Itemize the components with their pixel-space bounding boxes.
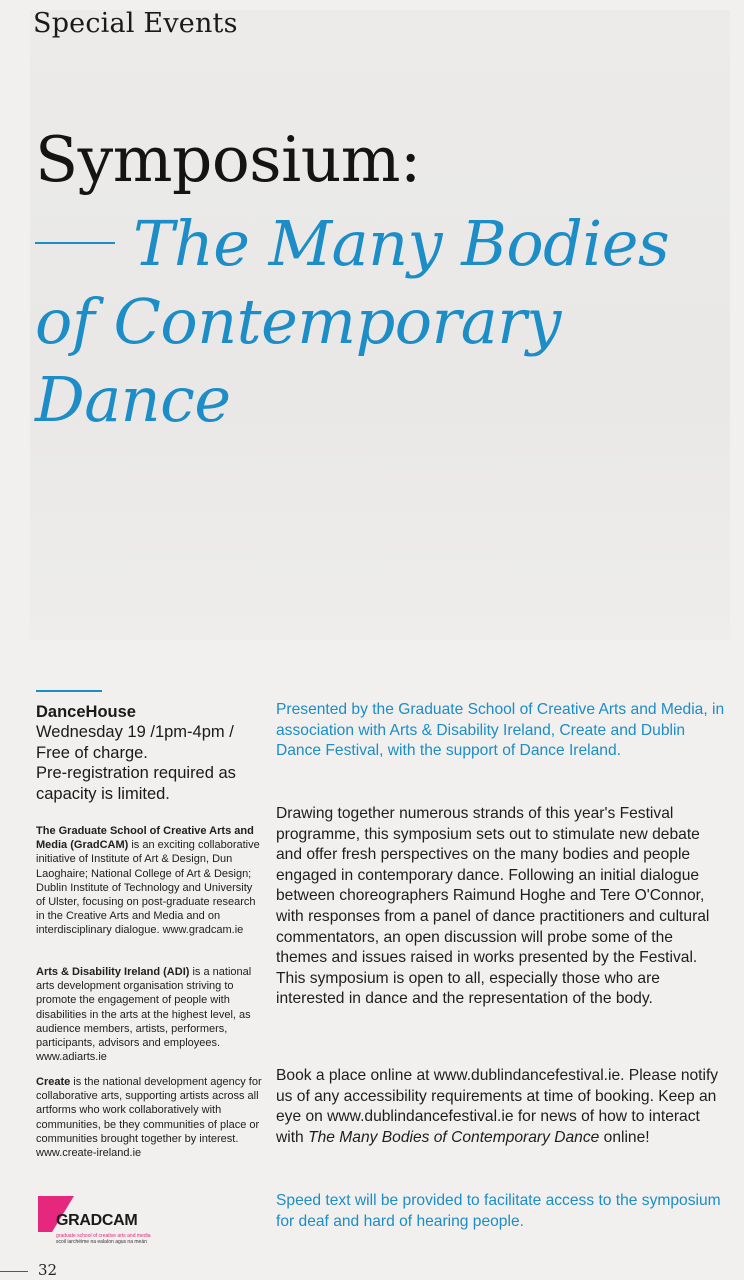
accessibility-note-text: Speed text will be provided to facilitate access to the symposium for deaf and hard of hearing people. xyxy=(276,1192,721,1230)
create-url[interactable]: www.create-ireland.ie xyxy=(36,1147,142,1160)
logo-tagline-ga: scoil iarchéime na ealaíon agus na meán xyxy=(56,1239,147,1245)
page-number: 32 xyxy=(38,1261,58,1279)
title-dash xyxy=(35,242,115,244)
event-price: Free of charge. xyxy=(36,743,148,762)
booking-paragraph xyxy=(276,1066,726,1148)
accessibility-note xyxy=(276,1191,726,1232)
page-title: Symposium: xyxy=(35,123,421,196)
gradcam-logo xyxy=(36,1196,176,1248)
description-text: Drawing together numerous strands of this year's Festival programme, this symposium sets out to stimulate new debate and offer fresh perspectives on the many bodies and people engaged in contemporary dance. Following an initial dialogue between choreographers Raimund Hoghe and Tere O'Connor, with responses from a panel of dance practitioners and cultural commentators, an open discussion will probe some of the themes and issues raised in works presented by the Festival. This symposium is open to all, especially those who are interested in dance and the representation of the body. xyxy=(276,805,710,1008)
booking-event-title: The Many Bodies of Contemporary Dance xyxy=(308,1128,600,1146)
subtitle-text: The Many Bodies of Contemporary Dance xyxy=(35,207,670,436)
event-registration: Pre-registration required as capacity is limited. xyxy=(36,764,236,803)
gradcam-blurb xyxy=(36,824,264,938)
page-number-rule xyxy=(0,1271,28,1272)
adi-blurb xyxy=(36,965,264,1064)
adi-name: Arts & Disability Ireland (ADI) xyxy=(36,966,190,978)
page-subtitle xyxy=(35,205,695,439)
event-date-time: Wednesday 19 /1pm-4pm / xyxy=(36,723,234,741)
section-label: Special Events xyxy=(33,8,238,39)
gradcam-text: is an exciting collaborative initiative of Institute of Art & Design, Dun Laoghaire; National College of Art & Design; Dublin Institute of Technology and University of Ulster, focusing on post-graduate research in the Creative Arts and Media and on interdisciplinary dialogue. xyxy=(36,839,260,937)
accent-rule xyxy=(36,690,102,692)
description-paragraph xyxy=(276,804,726,1010)
adi-text: is a national arts development organisation striving to promote the engagement of people with disabilities in the arts at the highest level, as audience members, artists, performers, participants, advisors and employees. xyxy=(36,966,252,1050)
logo-tagline-en: graduate school of creative arts and media xyxy=(56,1233,151,1239)
create-name: Create xyxy=(36,1076,71,1088)
event-venue: DanceHouse xyxy=(36,703,136,721)
logo-wordmark: GRADCAM xyxy=(56,1212,138,1229)
booking-text-pre: Book a place online at www.dublindancefestival.ie. Please notify us of any accessibility requirements at time of booking. Keep an eye on www.dublindancefestival.ie for news of how to interact with xyxy=(276,1067,719,1146)
gradcam-url[interactable]: www.gradcam.ie xyxy=(162,924,244,937)
booking-text xyxy=(276,1066,726,1148)
gradcam-name: The Graduate School of Creative Arts and Media (GradCAM) xyxy=(36,825,254,852)
intro-paragraph xyxy=(276,700,726,762)
create-blurb xyxy=(36,1075,264,1160)
adi-url[interactable]: www.adiarts.ie xyxy=(36,1051,107,1064)
intro-text: Presented by the Graduate School of Creative Arts and Media, in association with Arts & Disability Ireland, Create and Dublin Dance Festival, with the support of Dance Ireland. xyxy=(276,701,725,760)
event-details xyxy=(36,702,264,804)
booking-text-post: online! xyxy=(599,1128,650,1146)
create-text: is the national development agency for collaborative arts, supporting artists across all artforms who work collaboratively with communities, be they communities of place or communities brought together by interest. xyxy=(36,1076,262,1145)
